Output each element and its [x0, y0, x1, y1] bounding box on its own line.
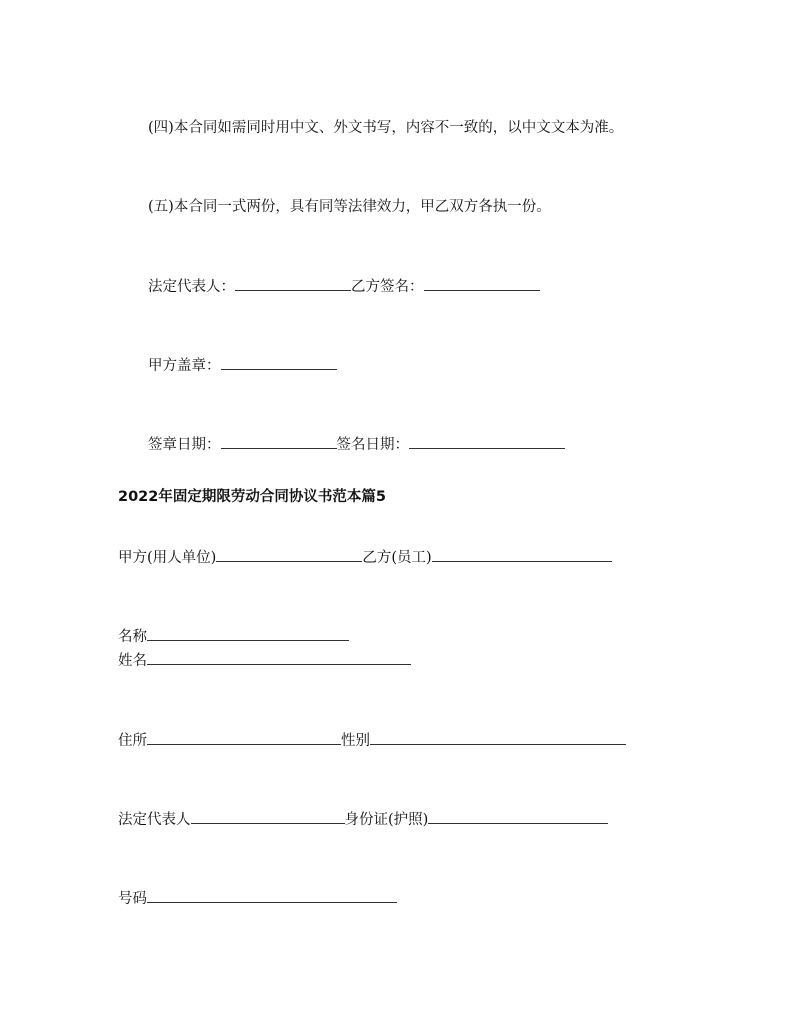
number-label: 号码 — [118, 891, 147, 907]
party-b-label: 乙方(员工) — [362, 550, 432, 566]
form-row-address-gender — [118, 730, 626, 751]
party-b-sign-blank[interactable] — [424, 276, 540, 291]
address-label: 住所 — [118, 733, 147, 749]
legal-rep-label: 法定代表人： — [148, 279, 235, 295]
party-a-seal-label: 甲方盖章： — [148, 358, 221, 374]
id-label: 身份证(护照) — [344, 812, 429, 828]
person-name-blank[interactable] — [147, 650, 411, 665]
party-a-seal-blank[interactable] — [221, 355, 337, 370]
gender-blank[interactable] — [370, 730, 626, 745]
party-a-blank[interactable] — [216, 547, 362, 562]
signature-row-2 — [148, 355, 337, 376]
party-a-label: 甲方(用人单位) — [118, 550, 217, 566]
legal-rep-blank[interactable] — [235, 276, 351, 291]
sign-date-label: 签名日期： — [336, 437, 409, 453]
id-blank[interactable] — [428, 809, 608, 824]
clause-4: (四)本合同如需同时用中文、外文书写，内容不一致的，以中文文本为准。 — [148, 120, 624, 136]
address-blank[interactable] — [147, 730, 341, 745]
form-row-name — [118, 626, 349, 647]
party-b-blank[interactable] — [432, 547, 612, 562]
gender-label: 性别 — [341, 733, 370, 749]
signature-row-3 — [148, 434, 565, 455]
seal-date-label: 签章日期： — [148, 437, 221, 453]
signature-row-1 — [148, 276, 540, 297]
form-row-parties — [118, 547, 612, 568]
name-label: 名称 — [118, 629, 147, 645]
number-blank[interactable] — [147, 888, 397, 903]
form-legal-rep-label: 法定代表人 — [118, 812, 191, 828]
form-row-person-name — [118, 650, 411, 671]
section-title: 2022年固定期限劳动合同协议书范本篇5 — [118, 489, 386, 505]
form-legal-rep-blank[interactable] — [191, 809, 345, 824]
form-row-number — [118, 888, 397, 909]
party-b-sign-label: 乙方签名： — [351, 279, 424, 295]
seal-date-blank[interactable] — [221, 434, 337, 449]
form-row-legal-rep-id — [118, 809, 608, 830]
sign-date-blank[interactable] — [409, 434, 565, 449]
name-blank[interactable] — [147, 626, 349, 641]
person-name-label: 姓名 — [118, 653, 147, 669]
clause-5: (五)本合同一式两份，具有同等法律效力，甲乙双方各执一份。 — [148, 199, 551, 215]
